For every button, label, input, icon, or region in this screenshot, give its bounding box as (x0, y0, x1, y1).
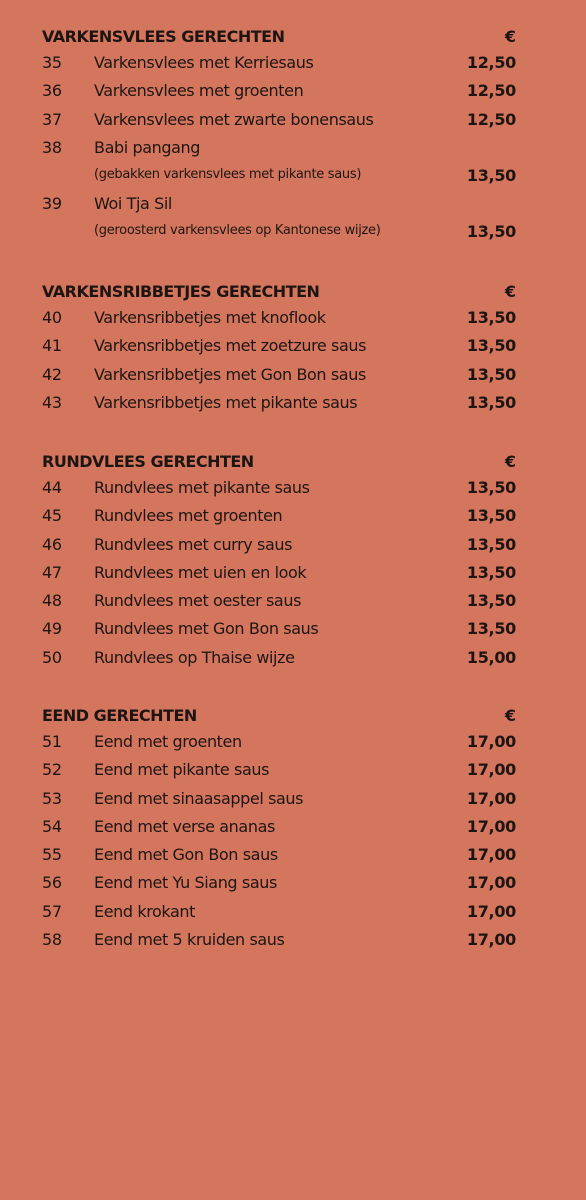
menu-item (0, 869, 586, 897)
menu-item (0, 134, 586, 191)
menu-item (0, 587, 586, 615)
section-title: VARKENSVLEES GERECHTEN (42, 27, 285, 46)
item-price: 13,50 (466, 364, 516, 384)
item-number: 39 (42, 194, 62, 214)
currency-label: € (504, 706, 516, 725)
section-rundvlees (0, 444, 586, 672)
menu-item (0, 898, 586, 926)
item-name: Varkensvlees met zwarte bonensaus (94, 109, 374, 129)
item-number: 47 (42, 562, 62, 582)
section-varkensribbetjes (0, 274, 586, 417)
item-number: 48 (42, 591, 62, 611)
item-price: 13,50 (466, 308, 516, 327)
item-name: Varkensribbetjes met zoetzure saus (94, 336, 367, 356)
item-number: 49 (42, 619, 62, 639)
menu-item (0, 615, 586, 643)
item-number: 56 (42, 873, 62, 893)
menu-item (0, 756, 586, 784)
menu-item (0, 644, 586, 672)
item-name: Eend met 5 kruiden saus (94, 930, 285, 950)
item-price: 17,00 (466, 845, 516, 865)
item-price: 13,50 (466, 165, 516, 185)
menu-item (0, 502, 586, 530)
item-name: Rundvlees met Gon Bon saus (94, 619, 319, 639)
item-price: 13,50 (466, 392, 516, 412)
item-name: Eend met Gon Bon saus (94, 845, 278, 865)
section-title: RUNDVLEES GERECHTEN (42, 452, 254, 471)
section-header (0, 274, 586, 304)
item-number: 55 (42, 845, 62, 865)
menu-item (0, 332, 586, 360)
item-name: Eend krokant (94, 901, 196, 921)
item-name: Woi Tja Sil (94, 194, 172, 214)
item-price: 17,00 (466, 816, 516, 836)
item-number: 37 (42, 109, 62, 129)
item-description: (geroosterd varkensvlees op Kantonese wijze) (94, 223, 381, 239)
item-name: Rundvlees met curry saus (94, 534, 293, 554)
section-header (0, 698, 586, 728)
menu-item (0, 813, 586, 841)
item-name: Eend met pikante saus (94, 760, 270, 780)
item-number: 46 (42, 534, 62, 554)
item-number: 38 (42, 137, 62, 157)
item-price: 17,00 (466, 760, 516, 780)
item-number: 58 (42, 930, 62, 950)
item-number: 54 (42, 816, 62, 836)
item-price: 17,00 (466, 930, 516, 950)
item-price: 13,50 (466, 562, 516, 582)
item-number: 42 (42, 364, 62, 384)
item-price: 13,50 (466, 534, 516, 554)
menu-item (0, 531, 586, 559)
currency-label: € (504, 27, 516, 46)
item-number: 43 (42, 392, 62, 412)
item-price: 17,00 (466, 732, 516, 751)
menu-item (0, 49, 586, 77)
item-name: Rundvlees met oester saus (94, 591, 302, 611)
item-number: 36 (42, 81, 62, 101)
menu-item (0, 77, 586, 105)
item-number: 35 (42, 53, 62, 72)
item-price: 12,50 (466, 53, 516, 72)
item-name: Varkensribbetjes met pikante saus (94, 392, 358, 412)
currency-label: € (504, 282, 516, 301)
item-number: 50 (42, 647, 62, 667)
item-number: 52 (42, 760, 62, 780)
menu-item (0, 926, 586, 954)
section-eend (0, 698, 586, 954)
menu-item (0, 728, 586, 756)
menu-item (0, 841, 586, 869)
item-name: Varkensvlees met groenten (94, 81, 304, 101)
item-name: Babi pangang (94, 137, 201, 157)
currency-label: € (504, 452, 516, 471)
item-name: Varkensribbetjes met knoflook (94, 308, 326, 327)
menu-item (0, 304, 586, 332)
item-name: Rundvlees met groenten (94, 506, 283, 526)
item-price: 12,50 (466, 81, 516, 101)
item-number: 44 (42, 478, 62, 497)
menu-item (0, 106, 586, 134)
item-description: (gebakken varkensvlees met pikante saus) (94, 166, 362, 182)
item-number: 51 (42, 732, 62, 751)
menu-item (0, 474, 586, 502)
item-price: 12,50 (466, 109, 516, 129)
item-price: 17,00 (466, 788, 516, 808)
item-name: Eend met verse ananas (94, 816, 275, 836)
item-name: Eend met groenten (94, 732, 242, 751)
item-price: 13,50 (466, 222, 516, 242)
item-name: Varkensvlees met Kerriesaus (94, 53, 314, 72)
section-varkensvlees (0, 19, 586, 247)
menu-item (0, 190, 586, 247)
item-price: 13,50 (466, 478, 516, 497)
section-title: VARKENSRIBBETJES GERECHTEN (42, 282, 320, 301)
section-title: EEND GERECHTEN (42, 706, 197, 725)
item-name: Varkensribbetjes met Gon Bon saus (94, 364, 366, 384)
menu-item (0, 785, 586, 813)
item-price: 13,50 (466, 336, 516, 356)
item-name: Rundvlees op Thaise wijze (94, 647, 295, 667)
item-number: 40 (42, 308, 62, 327)
item-price: 17,00 (466, 873, 516, 893)
menu-item (0, 559, 586, 587)
section-header (0, 19, 586, 49)
section-header (0, 444, 586, 474)
item-number: 57 (42, 901, 62, 921)
item-number: 41 (42, 336, 62, 356)
item-name: Eend met Yu Siang saus (94, 873, 277, 893)
menu-item (0, 389, 586, 417)
item-name: Eend met sinaasappel saus (94, 788, 304, 808)
item-name: Rundvlees met pikante saus (94, 478, 310, 497)
item-price: 13,50 (466, 591, 516, 611)
item-number: 45 (42, 506, 62, 526)
item-price: 15,00 (466, 647, 516, 667)
item-price: 13,50 (466, 506, 516, 526)
item-price: 13,50 (466, 619, 516, 639)
item-price: 17,00 (466, 901, 516, 921)
menu-item (0, 361, 586, 389)
item-number: 53 (42, 788, 62, 808)
item-name: Rundvlees met uien en look (94, 562, 307, 582)
